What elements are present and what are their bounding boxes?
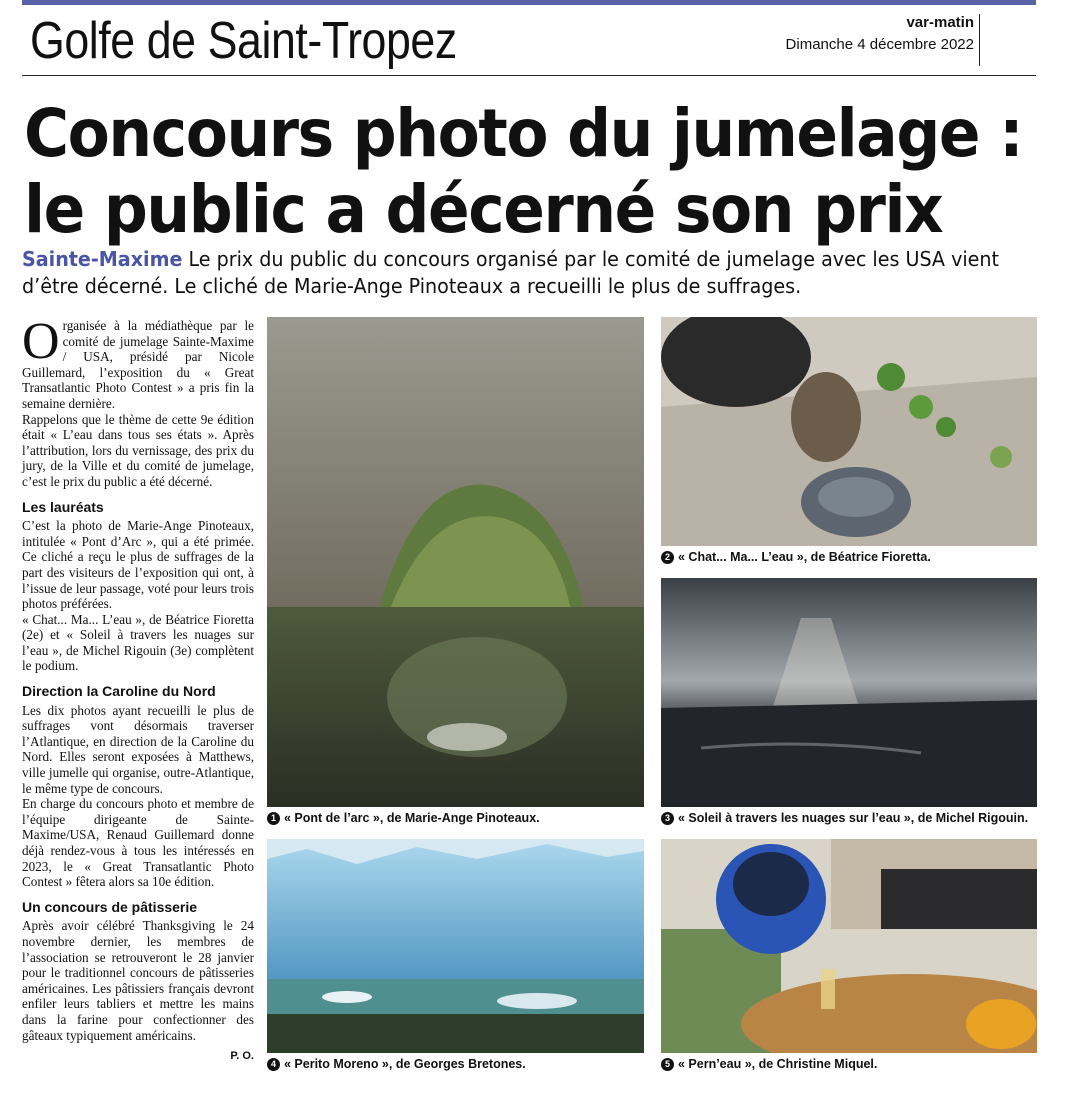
photo-chat bbox=[661, 317, 1037, 546]
masthead-brand bbox=[786, 14, 974, 55]
author-signature: P. O. bbox=[230, 1050, 254, 1063]
subhead-patisserie: Un concours de pâtisserie bbox=[22, 898, 198, 915]
publication-name: var-matin bbox=[906, 14, 974, 31]
caption-number: 4 bbox=[267, 1058, 280, 1071]
article-lead bbox=[22, 246, 1006, 300]
section-title: Golfe de Saint-Tropez bbox=[30, 12, 457, 70]
drop-cap: O bbox=[22, 313, 60, 370]
caption-number: 3 bbox=[661, 812, 674, 825]
photo-pont-d-arc bbox=[267, 317, 644, 807]
paragraph: Les dix photos ayant recueilli le plus de suffrages vont désormais traverser l’Atlantique, en direction de la Caroline du Nord. Elles seront exposées à Matthews, ville jumelle qui organise, outre-Atlantique, le même type de concours. bbox=[22, 702, 254, 796]
top-accent-bar bbox=[22, 0, 1036, 5]
caption-2: 2 « Chat... Ma... L’eau », de Béatrice Fioretta. bbox=[661, 550, 931, 564]
header-rule bbox=[22, 75, 1036, 76]
paragraph: Organisée à la médiathèque par le comité de jumelage Sainte-Maxime / USA, présidé par Nicole Guillemard, l’exposition du « Great Transatlantic Photo Contest » a pris fin la semaine dernière. bbox=[22, 313, 254, 411]
caption-number: 2 bbox=[661, 551, 674, 564]
caption-5: 5 « Pern’eau », de Christine Miquel. bbox=[661, 1057, 877, 1071]
caption-3: 3 « Soleil à travers les nuages sur l’eau », de Michel Rigouin. bbox=[661, 811, 1028, 825]
subhead-caroline: Direction la Caroline du Nord bbox=[22, 683, 216, 700]
publication-date: Dimanche 4 décembre 2022 bbox=[785, 36, 974, 53]
caption-1: 1 « Pont de l’arc », de Marie-Ange Pinoteaux. bbox=[267, 811, 540, 825]
article-body bbox=[22, 313, 254, 1065]
masthead-divider bbox=[979, 14, 980, 66]
paragraph: En charge du concours photo et membre de l’équipe dirigeante de Sainte-Maxime/USA, Renaud Guillemard donne déjà rendez-vous à tous les intéressés en 2023, le « Great Transatlantic Photo Contest » fêtera alors sa 10e édition. bbox=[22, 796, 254, 890]
caption-number: 5 bbox=[661, 1058, 674, 1071]
caption-4: 4 « Perito Moreno », de Georges Bretones. bbox=[267, 1057, 526, 1071]
headline-line-2: le public a décerné son prix bbox=[24, 171, 943, 248]
paragraph: « Chat... Ma... L’eau », de Béatrice Fioretta (2e) et « Soleil à travers les nuages sur l’eau », de Michel Rigouin (3e) complètent le podium. bbox=[22, 611, 254, 674]
photo-perito-moreno bbox=[267, 839, 644, 1053]
paragraph: Rappelons que le thème de cette 9e édition était « L’eau dans tous ses états ». Après l’attribution, lors du vernissage, des prix du jury, de la Ville et du comité de jumelage, c’est le prix du public a été décerné. bbox=[22, 411, 254, 489]
headline-line-1: Concours photo du jumelage : bbox=[24, 95, 1023, 172]
article-headline bbox=[24, 95, 1023, 248]
photo-pern-eau bbox=[661, 839, 1037, 1053]
subhead-laureats: Les lauréats bbox=[22, 498, 104, 515]
caption-number: 1 bbox=[267, 812, 280, 825]
lead-location: Sainte-Maxime bbox=[22, 247, 183, 271]
lead-text: Le prix du public du concours organisé par le comité de jumelage avec les USA vient d’être décerné. Le cliché de Marie-Ange Pinoteaux a recueilli le plus de suffrages. bbox=[22, 247, 1000, 298]
paragraph: Après avoir célébré Thanksgiving le 24 novembre dernier, les membres de l’association se retrouveront le 28 janvier pour le traditionnel concours de pâtisseries américaines. Les pâtissiers français devront enfiler leurs tabliers et mettre les mains dans la farine pour confectionner des gâteaux typiquement américains. bbox=[22, 918, 254, 1043]
paragraph: C’est la photo de Marie-Ange Pinoteaux, intitulée « Pont d’Arc », qui a été primée. Ce cliché a reçu le plus de suffrages de la part des visiteurs de l’exposition qui ont, à l’issue de leur passage, voté pour leurs trois photos préférées. bbox=[22, 518, 254, 612]
photo-soleil bbox=[661, 578, 1037, 807]
